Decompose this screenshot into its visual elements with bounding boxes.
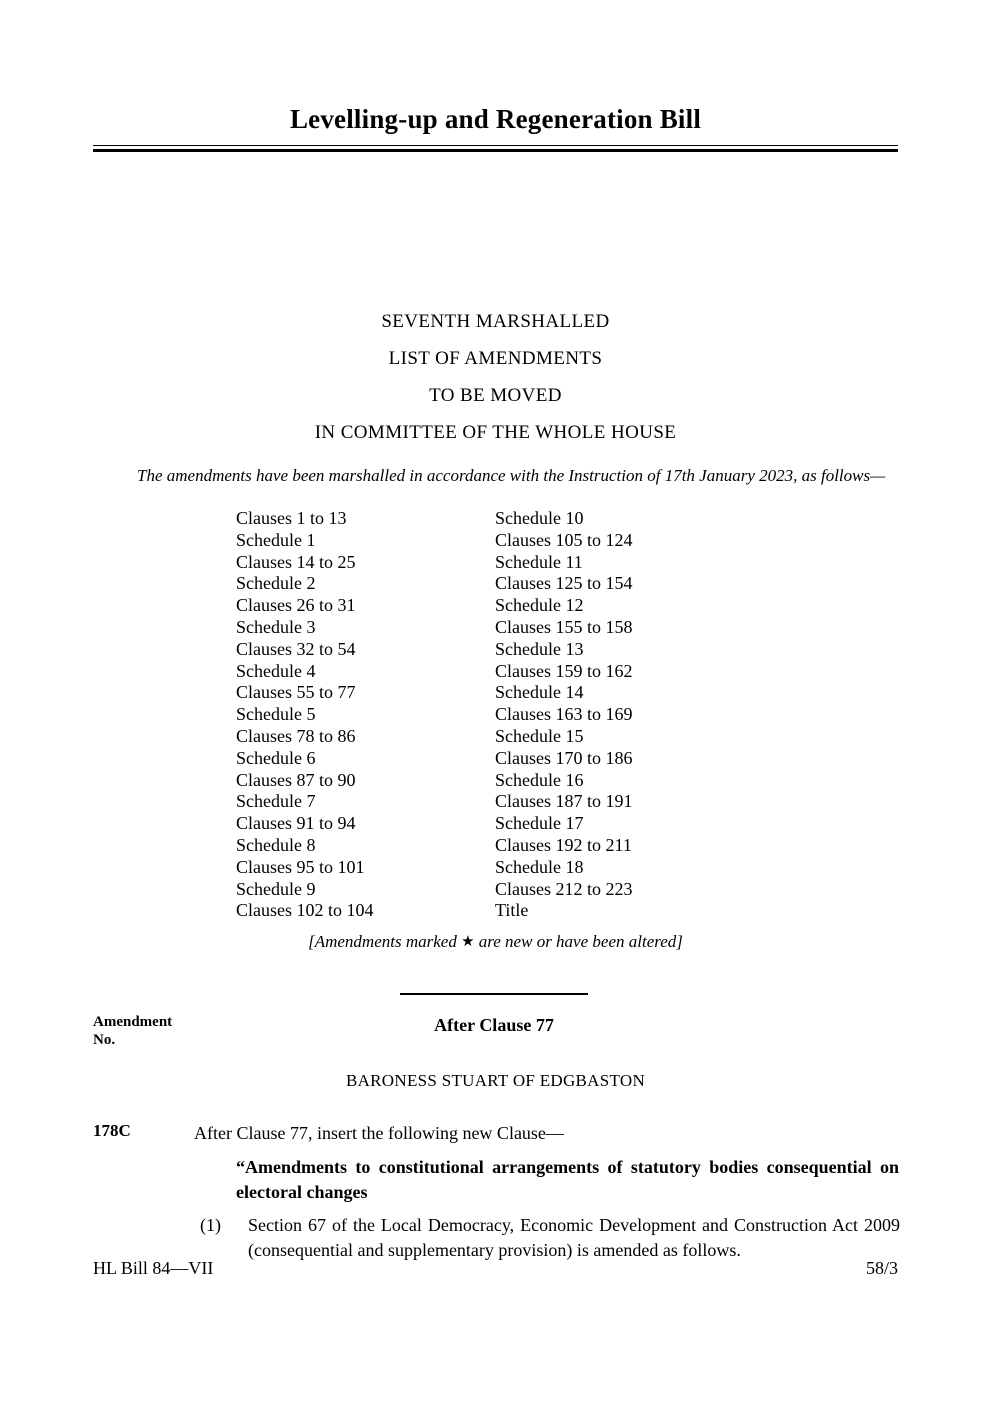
amendments-marked-note bbox=[93, 932, 898, 952]
clause-list-item: Clauses 14 to 25 bbox=[236, 551, 356, 572]
amendment-intro-text: After Clause 77, insert the following new Clause— bbox=[194, 1123, 564, 1143]
clause-list-item: Schedule 10 bbox=[495, 508, 584, 528]
clause-list-left-column bbox=[236, 508, 495, 922]
clause-list-item: Clauses 91 to 94 bbox=[236, 813, 356, 834]
clause-list bbox=[236, 508, 756, 922]
clause-list-item: Schedule 3 bbox=[236, 616, 316, 637]
clause-list-item: Clauses 159 to 162 bbox=[495, 660, 633, 681]
heading-line-4: IN COMMITTEE OF THE WHOLE HOUSE bbox=[314, 422, 677, 443]
clause-list-item: Schedule 14 bbox=[495, 682, 584, 703]
clause-list-item: Schedule 13 bbox=[495, 638, 584, 659]
clause-list-item: Schedule 11 bbox=[495, 551, 583, 572]
clause-list-item: Clauses 1 to 13 bbox=[236, 508, 347, 528]
amendment-no-label-line1: Amendment bbox=[93, 1014, 173, 1030]
clause-list-item: Title bbox=[495, 900, 529, 921]
clause-list-right-column bbox=[495, 508, 754, 922]
title-double-rule bbox=[93, 145, 898, 152]
clause-list-item: Schedule 6 bbox=[236, 747, 316, 768]
amendment-no-column-label bbox=[93, 1013, 243, 1049]
clause-list-item: Schedule 9 bbox=[236, 878, 316, 899]
marked-note-suffix: are new or have been altered] bbox=[474, 932, 683, 951]
section-title: After Clause 77 bbox=[434, 1015, 554, 1035]
footer-page-number: 58/3 bbox=[865, 1258, 898, 1278]
clause-list-item: Clauses 170 to 186 bbox=[495, 747, 633, 768]
clause-list-item: Clauses 32 to 54 bbox=[236, 638, 356, 659]
heading-line-3: TO BE MOVED bbox=[429, 385, 562, 406]
amendment-sponsor: BARONESS STUART OF EDGBASTON bbox=[345, 1071, 646, 1090]
clause-list-item: Schedule 18 bbox=[495, 856, 584, 877]
subparagraph-number: (1) bbox=[200, 1215, 221, 1235]
clause-list-item: Clauses 102 to 104 bbox=[236, 900, 374, 921]
clause-list-item: Schedule 16 bbox=[495, 769, 584, 790]
clause-list-item: Schedule 8 bbox=[236, 834, 316, 855]
subparagraph bbox=[200, 1213, 900, 1263]
document-heading-block bbox=[93, 303, 898, 451]
clause-list-item: Clauses 125 to 154 bbox=[495, 573, 633, 594]
clause-list-item: Clauses 212 to 223 bbox=[495, 878, 633, 899]
marshalling-instruction: The amendments have been marshalled in accordance with the Instruction of 17th January 2023, as follows— bbox=[137, 466, 886, 485]
clause-list-item: Clauses 105 to 124 bbox=[495, 529, 633, 550]
marked-note-prefix: [Amendments marked bbox=[308, 932, 462, 951]
clause-list-item: Clauses 78 to 86 bbox=[236, 725, 356, 746]
clause-list-item: Schedule 4 bbox=[236, 660, 316, 681]
clause-list-item: Clauses 187 to 191 bbox=[495, 791, 633, 812]
heading-line-2: LIST OF AMENDMENTS bbox=[388, 348, 603, 369]
subparagraph-text: Section 67 of the Local Democracy, Economic Development and Construction Act 2009 (consequential and supplementary provision) is amended as follows. bbox=[248, 1215, 900, 1260]
page-title: Levelling-up and Regeneration Bill bbox=[289, 104, 702, 134]
section-divider bbox=[400, 993, 588, 995]
clause-list-item: Schedule 17 bbox=[495, 813, 584, 834]
footer-bill-reference: HL Bill 84—VII bbox=[93, 1258, 214, 1278]
clause-list-item: Schedule 5 bbox=[236, 704, 316, 725]
clause-list-item: Clauses 87 to 90 bbox=[236, 769, 356, 790]
new-clause-heading: “Amendments to constitutional arrangements of statutory bodies consequential on electoral changes bbox=[236, 1157, 899, 1202]
title-rule-thick bbox=[93, 149, 898, 152]
heading-line-1: SEVENTH MARSHALLED bbox=[381, 311, 610, 332]
clause-list-item: Clauses 95 to 101 bbox=[236, 856, 365, 877]
clause-list-item: Clauses 155 to 158 bbox=[495, 616, 633, 637]
star-icon: ★ bbox=[461, 934, 475, 950]
clause-list-item: Clauses 163 to 169 bbox=[495, 704, 633, 725]
amendment-no-label-line2: No. bbox=[93, 1032, 116, 1048]
clause-list-item: Schedule 2 bbox=[236, 573, 316, 594]
amendment-number: 178C bbox=[93, 1121, 131, 1140]
clause-list-item: Clauses 55 to 77 bbox=[236, 682, 356, 703]
clause-list-item: Clauses 192 to 211 bbox=[495, 834, 632, 855]
clause-list-item: Schedule 7 bbox=[236, 791, 316, 812]
clause-list-item: Clauses 26 to 31 bbox=[236, 595, 356, 616]
clause-list-item: Schedule 12 bbox=[495, 595, 584, 616]
clause-list-item: Schedule 15 bbox=[495, 725, 584, 746]
clause-list-item: Schedule 1 bbox=[236, 529, 316, 550]
